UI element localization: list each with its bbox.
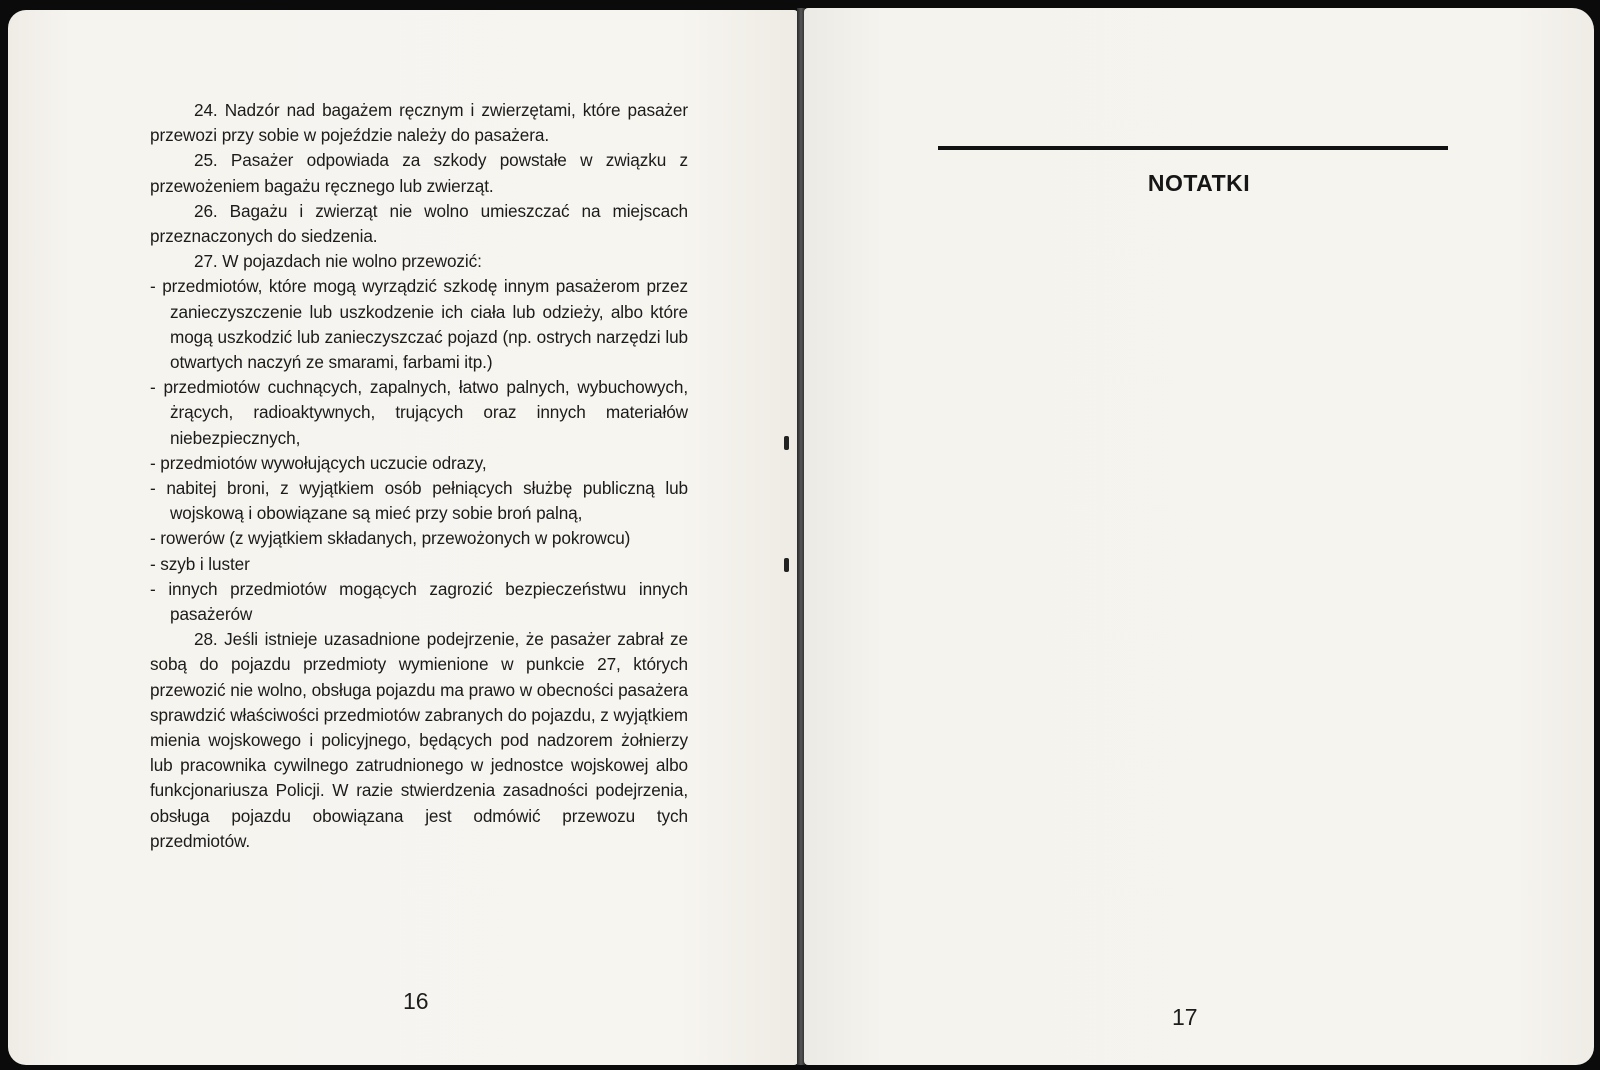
page-number-left: 16: [403, 988, 429, 1014]
paragraph: 27. W pojazdach nie wolno przewozić:: [194, 251, 482, 272]
paragraph: 26. Bagażu i zwierząt nie wolno umieszczać na miejscach przeznaczonych do siedzenia.: [150, 200, 688, 247]
list-item: - szyb i luster: [150, 553, 250, 574]
list-item: - nabitej broni, z wyjątkiem osób pełniących służbę publiczną lub wojskową i obowiązane są mieć przy sobie broń palną,: [150, 478, 688, 524]
staple-bottom: [784, 558, 789, 572]
left-page: [8, 10, 798, 1065]
list-item: - innych przedmiotów mogących zagrozić bezpieczeństwu innych pasażerów: [150, 578, 688, 625]
paragraph: 28. Jeśli istnieje uzasadnione podejrzenie, że pasażer zabrał ze sobą do pojazdu przedmioty wymienione w punkcie 27, których przewozić nie wolno, obsługa pojazdu ma prawo w obecności pasażera sprawdzić właściwości przedmiotów zabranych do pojazdu, z wyjątkiem mienia wojskowego i policyjnego, będących pod nadzorem żołnierzy lub pracownika cywilnego zatrudnionego w jednostce wojskowej albo funkcjonariusza Policji. W razie stwierdzenia zasadności podejrzenia, obsługa pojazdu obowiązana jest odmówić przewozu tych przedmiotów.: [150, 629, 688, 851]
right-page: [804, 8, 1594, 1065]
list-item: - przedmiotów wywołujących uczucie odrazy,: [150, 452, 487, 473]
list-item: - rowerów (z wyjątkiem składanych, przewożonych w pokrowcu): [150, 528, 631, 549]
page-number-right: 17: [1172, 1004, 1198, 1030]
list-item: - przedmiotów cuchnących, zapalnych, łatwo palnych, wybuchowych, żrących, radioaktywnych, trujących oraz innych materiałów niebezpiecznych,: [150, 377, 688, 448]
list-item: - przedmiotów, które mogą wyrządzić szkodę innym pasażerom przez zanieczyszczenie lub uszkodzenie ich ciała lub odzieży, albo które mogą uszkodzić lub zanieczyszczać pojazd (np. ostrych narzędzi lub otwartych naczyń ze smarami, farbami itp.): [150, 276, 688, 373]
paragraph: 24. Nadzór nad bagażem ręcznym i zwierzętami, które pasażer przewozi przy sobie w pojeździe należy do pasażera.: [150, 100, 688, 146]
regulations-text: [150, 98, 688, 854]
notes-title: NOTATKI: [1147, 170, 1251, 196]
staple-top: [784, 436, 789, 450]
title-rule: [938, 146, 1448, 150]
paragraph: 25. Pasażer odpowiada za szkody powstałe w związku z przewożeniem bagażu ręcznego lub zwierząt.: [150, 150, 688, 196]
